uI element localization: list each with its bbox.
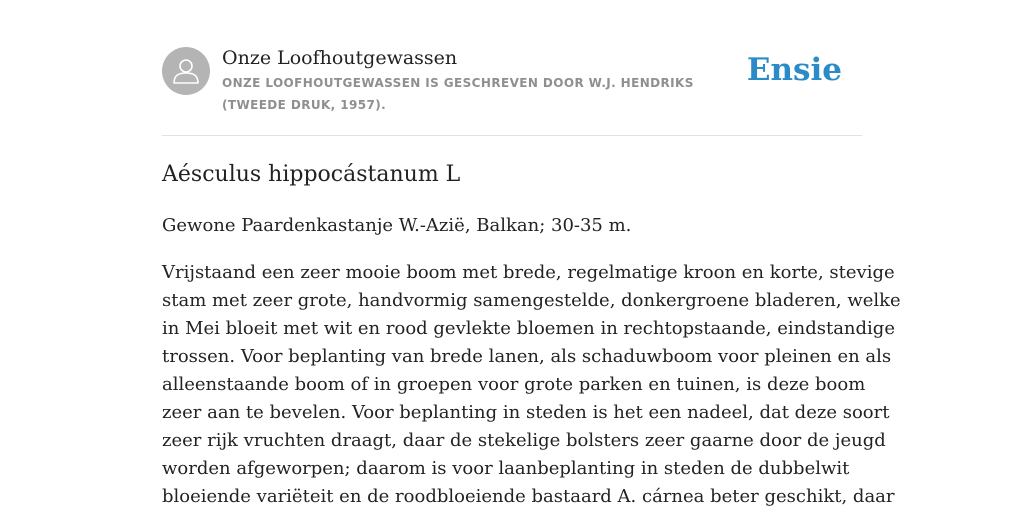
ensie-logo[interactable]: Ensie <box>746 52 842 88</box>
entry-body <box>162 259 901 511</box>
header-divider <box>162 135 862 136</box>
book-subtitle: ONZE LOOFHOUTGEWASSEN IS GESCHREVEN DOOR W.J. HENDRIKS (TWEEDE DRUK, 1957). <box>222 76 694 112</box>
body-line: Vrijstaand een zeer mooie boom met brede, regelmatige kroon en korte, stevige <box>162 262 895 283</box>
body-line: alleenstaande boom of in groepen voor grote parken en tuinen, is deze boom <box>162 374 866 395</box>
person-outline-icon <box>162 47 210 95</box>
body-line: zeer aan te bevelen. Voor beplanting in steden is het een nadeel, dat deze soort <box>162 402 890 423</box>
body-line: worden afgeworpen; daarom is voor laanbeplanting in steden de dubbelwit <box>162 458 850 479</box>
entry-title: Aésculus hippocástanum L <box>162 162 461 187</box>
body-line: zeer rijk vruchten draagt, daar de stekelige bolsters zeer gaarne door de jeugd <box>162 430 886 451</box>
user-avatar-icon[interactable] <box>162 47 210 95</box>
book-title-link[interactable]: Onze Loofhoutgewassen <box>222 47 458 69</box>
body-line: bloeiende variëteit en de roodbloeiende bastaard A. cárnea beter geschikt, daar <box>162 486 895 507</box>
body-line: trossen. Voor beplanting van brede lanen, als schaduwboom voor pleinen en als <box>162 346 892 367</box>
body-line: in Mei bloeit met wit en rood gevlekte bloemen in rechtopstaande, eindstandige <box>162 318 895 339</box>
entry-lead: Gewone Paardenkastanje W.-Azië, Balkan; 30-35 m. <box>162 215 632 236</box>
book-header <box>162 46 862 136</box>
body-line: stam met zeer grote, handvormig samengestelde, donkergroene bladeren, welke <box>162 290 901 311</box>
